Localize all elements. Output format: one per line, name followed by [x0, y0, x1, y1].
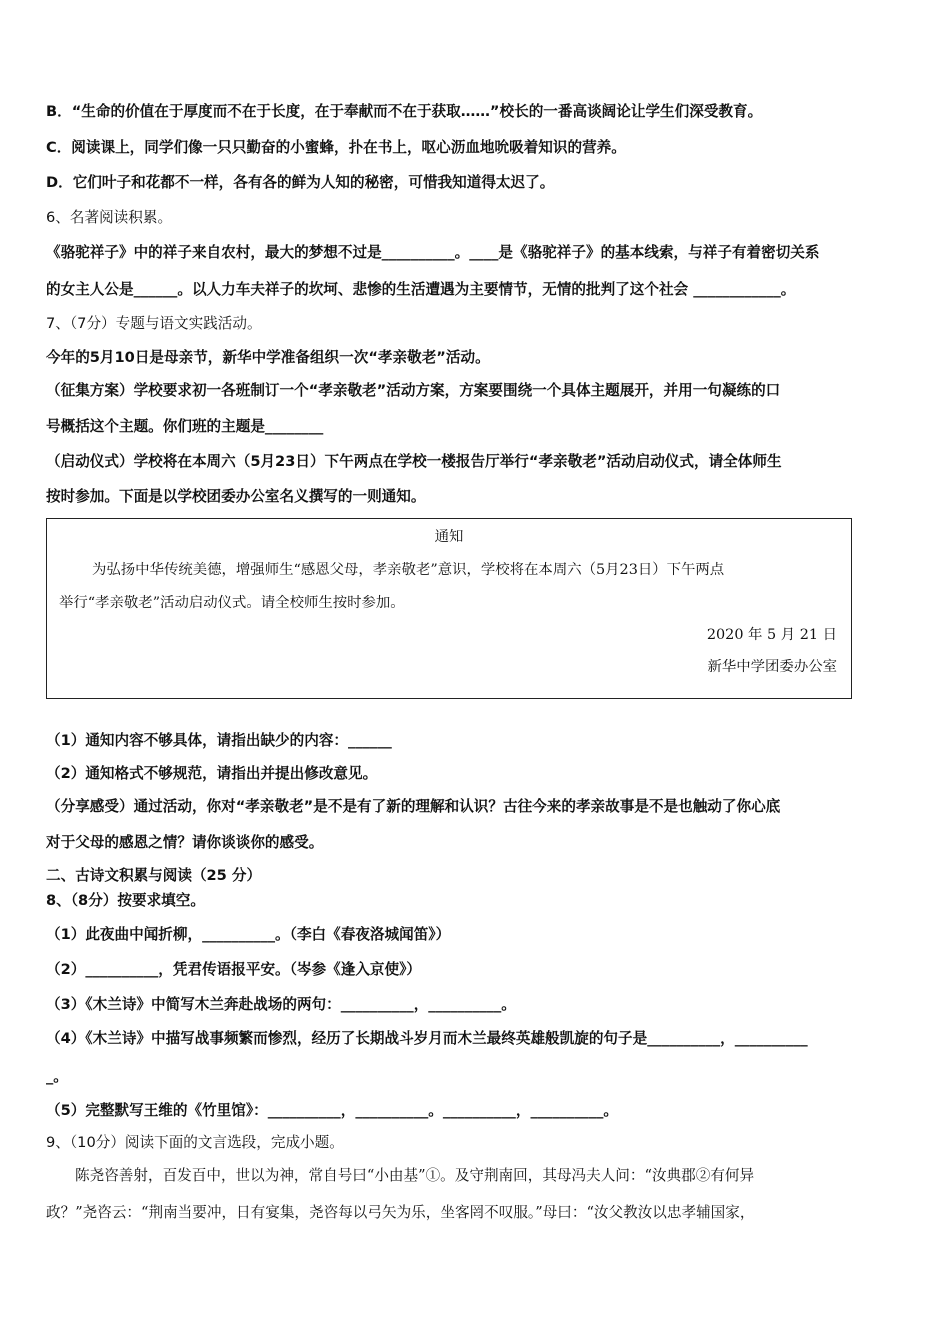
q8-item-1: （1）此夜曲中闻折柳，__________。（李白《春夜洛城闻笛》）	[46, 926, 451, 943]
option-c: C．阅读课上，同学们像一只只勤奋的小蜜蜂，扑在书上，呕心沥血地吮吸着知识的营养。	[46, 139, 626, 156]
q8-item-4: （4）《木兰诗》中描写战事频繁而惨烈，经历了长期战斗岁月而木兰最终英雄般凯旋的句子是__________，__________	[46, 1030, 808, 1047]
q6-line-1: 《骆驼祥子》中的祥子来自农村，最大的梦想不过是__________。____是《骆驼祥子》的基本线索，与祥子有着密切关系	[46, 244, 820, 261]
q7-sub-1: （1）通知内容不够具体，请指出缺少的内容：______	[46, 732, 392, 749]
q8-item-2: （2）__________，凭君传语报平安。（岑参《逢入京使》）	[46, 961, 421, 978]
q7-line-6: （分享感受）通过活动，你对“孝亲敬老”是不是有了新的理解和认识？古往今来的孝亲故事是不是也触动了你心底	[46, 798, 781, 815]
q9-passage-1: 陈尧咨善射，百发百中，世以为神，常自号曰“小由基”①。及守荆南回，其母冯夫人问：“汝典郡②有何异	[75, 1167, 755, 1184]
q8-item-5: （5）完整默写王维的《竹里馆》：__________，__________。__________，__________。	[46, 1102, 619, 1119]
q7-title: 7、（7分）专题与语文实践活动。	[46, 315, 262, 332]
q7-line-7: 对于父母的感恩之情？请你谈谈你的感受。	[46, 834, 324, 851]
q7-line-4: （启动仪式）学校将在本周六（5月23日）下午两点在学校一楼报告厅举行“孝亲敬老”活动启动仪式，请全体师生	[46, 453, 782, 470]
q7-line-2: （征集方案）学校要求初一各班制订一个“孝亲敬老”活动方案，方案要围绕一个具体主题展开，并用一句凝练的口	[46, 382, 781, 399]
q7-line-3: 号概括这个主题。你们班的主题是________	[46, 418, 324, 435]
notice-body-1: 为弘扬中华传统美德，增强师生“感恩父母，孝亲敬老”意识，学校将在本周六（5月23日）下午两点	[92, 562, 725, 578]
q9-title: 9、（10分）阅读下面的文言选段，完成小题。	[46, 1134, 344, 1151]
q8-title: 8、（8分）按要求填空。	[46, 892, 205, 909]
q7-line-5: 按时参加。下面是以学校团委办公室名义撰写的一则通知。	[46, 488, 426, 505]
option-d: D．它们叶子和花都不一样，各有各的鲜为人知的秘密，可惜我知道得太迟了。	[46, 174, 555, 191]
q6-line-2: 的女主人公是______。以人力车夫祥子的坎坷、悲惨的生活遭遇为主要情节，无情的批判了这个社会 ____________。	[46, 281, 796, 298]
option-b: B．“生命的价值在于厚度而不在于长度，在于奉献而不在于获取……”校长的一番高谈阔论让学生们深受教育。	[46, 103, 763, 120]
q6-title: 6、名著阅读积累。	[46, 209, 173, 226]
notice-title: 通知	[434, 529, 464, 545]
section-2-heading: 二、古诗文积累与阅读（25 分）	[46, 867, 262, 884]
notice-date: 2020 年 5 月 21 日	[706, 627, 837, 643]
q7-line-1: 今年的5月10日是母亲节，新华中学准备组织一次“孝亲敬老”活动。	[46, 349, 490, 366]
q7-sub-2: （2）通知格式不够规范，请指出并提出修改意见。	[46, 765, 378, 782]
q8-item-3: （3）《木兰诗》中简写木兰奔赴战场的两句：__________，__________。	[46, 996, 516, 1013]
notice-signature: 新华中学团委办公室	[707, 659, 837, 675]
q9-passage-2: 政？”尧咨云：“荆南当要冲，日有宴集，尧咨每以弓矢为乐，坐客罔不叹服。”母曰：“汝父教汝以忠孝辅国家，	[46, 1204, 755, 1221]
notice-body-2: 举行“孝亲敬老”活动启动仪式。请全校师生按时参加。	[59, 595, 405, 611]
notice-box	[46, 518, 852, 699]
q8-item-4-cont: _。	[46, 1068, 68, 1085]
